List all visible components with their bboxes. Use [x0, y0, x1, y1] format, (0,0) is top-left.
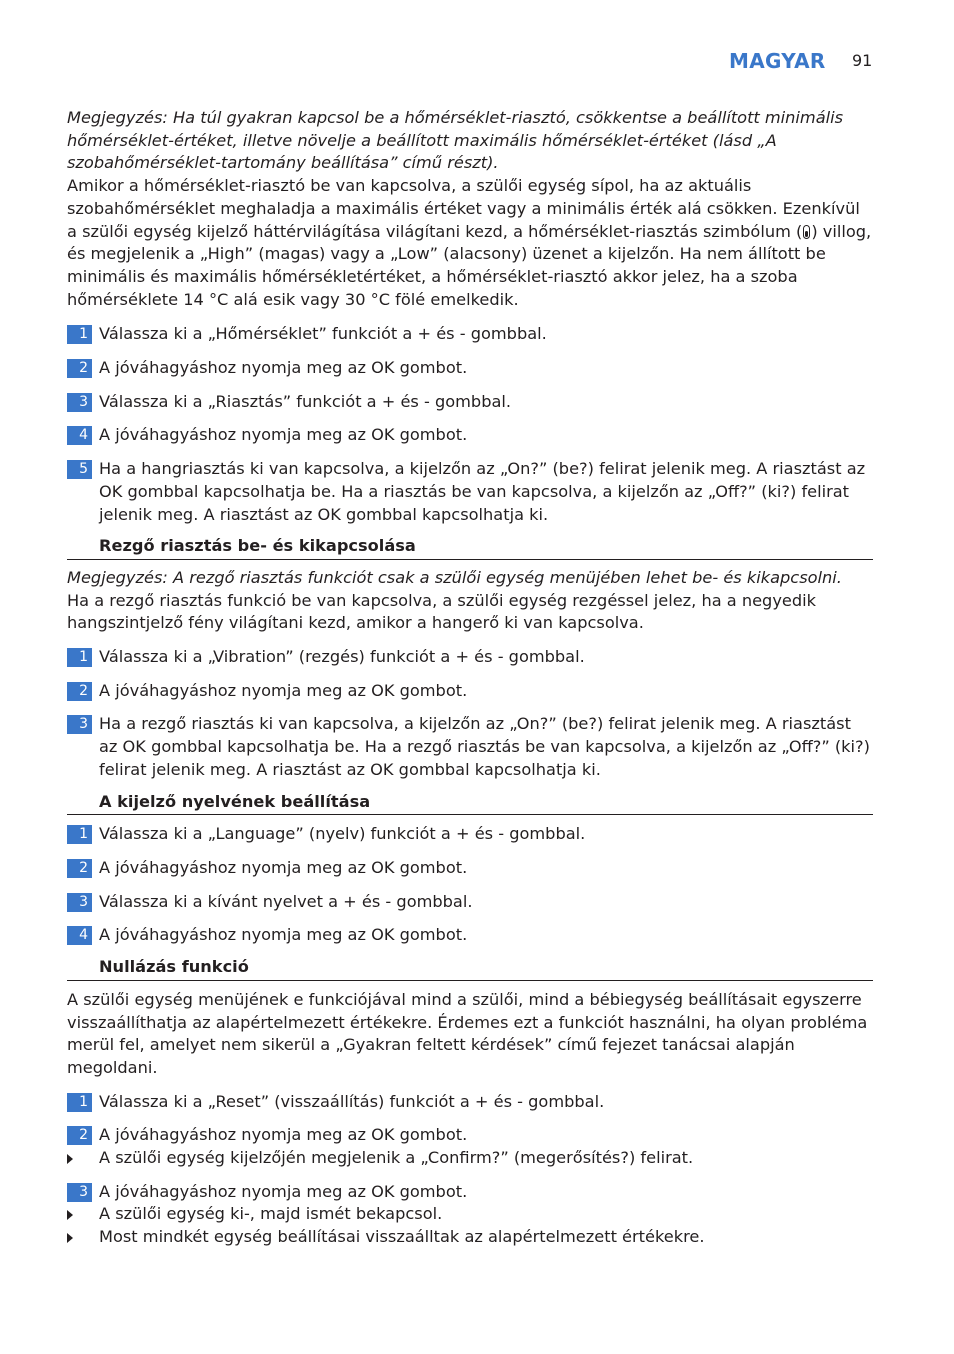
- step-number: 2: [67, 359, 92, 378]
- paragraph-reset: A szülői egység menüjének e funkciójával mind a szülői, mind a bébiegység beállításait egyszerre visszaállíthatja az alapértelmezett értékekre. Érdemes ezt a funkciót használni, ha olyan probléma merül fel, amelyet nem sikerül a „Gyakran feltett kérdések” című fejezet tanácsai alapján megoldani.: [67, 989, 868, 1077]
- step-item: [67, 1091, 873, 1114]
- page-content: [67, 107, 873, 1249]
- bullet-arrow-icon: [67, 1154, 73, 1164]
- step-number: 3: [67, 1183, 92, 1202]
- result-item: [67, 1147, 873, 1170]
- step-item: [67, 823, 873, 846]
- note-temperature-alarm: Megjegyzés: Ha túl gyakran kapcsol be a hőmérséklet-riasztó, csökkentse a beállított minimális hőmérséklet-értéket, illetve növelje a beállított maximális hőmérséklet-értéket (lásd „A szobahőmérséklet-tartomány beállítása” című részt).: [67, 108, 844, 173]
- step-item: [67, 323, 873, 346]
- step-text: A jóváhagyáshoz nyomja meg az OK gombot.: [99, 925, 468, 945]
- step-item: [67, 357, 873, 380]
- step-text: Válassza ki a „Language” (nyelv) funkciót a + és - gombbal.: [99, 824, 586, 844]
- note-vibration: Megjegyzés: A rezgő riasztás funkciót csak a szülői egység menüjében lehet be- és kikapcsolni.: [67, 567, 842, 587]
- bullet-arrow-icon: [67, 1210, 73, 1220]
- section-heading-reset: Nullázás funkció: [67, 956, 873, 981]
- step-number: 3: [67, 715, 92, 734]
- bullet-arrow-icon: [67, 1233, 73, 1243]
- result-text: A szülői egység kijelzőjén megjelenik a „Confirm?” (megerősítés?) felirat.: [99, 1148, 694, 1168]
- step-item: [67, 391, 873, 414]
- step-number: 2: [67, 682, 92, 701]
- result-item: [67, 1203, 873, 1226]
- step-text: Ha a hangriasztás ki van kapcsolva, a kijelzőn az „On?” (be?) felirat jelenik meg. A riasztást az OK gombbal kapcsolhatja be. Ha a riasztás be van kapcsolva, a kijelzőn az „Off?” (ki?) felirat jelenik meg. A riasztást az OK gombbal kapcsolhatja ki.: [99, 459, 866, 524]
- step-text: A jóváhagyáshoz nyomja meg az OK gombot.: [99, 358, 468, 378]
- step-item: [67, 424, 873, 447]
- result-text: A szülői egység ki-, majd ismét bekapcsol.: [99, 1204, 443, 1224]
- step-number: 1: [67, 325, 92, 344]
- step-item: [67, 458, 873, 526]
- step-number: 1: [67, 825, 92, 844]
- step-number: 3: [67, 393, 92, 412]
- step-number: 2: [67, 859, 92, 878]
- step-item: [67, 680, 873, 703]
- page-number: 91: [852, 51, 873, 70]
- step-text: A jóváhagyáshoz nyomja meg az OK gombot.: [99, 680, 468, 700]
- step-text: A jóváhagyáshoz nyomja meg az OK gombot.: [99, 425, 468, 445]
- step-item: [67, 1124, 873, 1147]
- step-number: 1: [67, 1093, 92, 1112]
- step-text: Válassza ki a „Reset” (visszaállítás) funkciót a + és - gombbal.: [99, 1091, 605, 1111]
- result-text: Most mindkét egység beállításai visszaálltak az alapértelmezett értékekre.: [99, 1227, 705, 1247]
- section-heading-language: A kijelző nyelvének beállítása: [67, 791, 873, 816]
- paragraph-temperature-alarm: [67, 175, 873, 311]
- paragraph-part-b: ) villog, és megjelenik a „High” (magas) vagy a „Low” (alacsony) üzenet a kijelzőn. Ha nem állított be minimális és maximális hőmérsékletértéket, a hőmérséklet-riasztó akkor jelez, ha a szoba hőmérséklete 14 °C alá esik vagy 30 °C fölé emelkedik.: [67, 221, 872, 309]
- paragraph-part-a: Amikor a hőmérséklet-riasztó be van kapcsolva, a szülői egység sípol, ha az aktuális szobahőmérséklet meghaladja a maximális értéket vagy a minimális érték alá csökken. Ezenkívül a szülői egység kijelző háttérvilágítása világítani kezd, a hőmérséklet-riasztás szimbólum (: [67, 176, 860, 241]
- paragraph-vibration: Ha a rezgő riasztás funkció be van kapcsolva, a szülői egység rezgéssel jelez, ha a negyedik hangszintjelző fény világítani kezd, amikor a hangerő ki van kapcsolva.: [67, 590, 817, 633]
- section-language-label: MAGYAR: [729, 49, 826, 73]
- step-number: 4: [67, 426, 92, 445]
- step-text: Válassza ki a kívánt nyelvet a + és - gombbal.: [99, 891, 473, 911]
- step-text: A jóváhagyáshoz nyomja meg az OK gombot.: [99, 857, 468, 877]
- step-item: [67, 857, 873, 880]
- section-heading-vibration: Rezgő riasztás be- és kikapcsolása: [67, 535, 873, 560]
- step-item: [67, 891, 873, 914]
- step-text: Ha a rezgő riasztás ki van kapcsolva, a kijelzőn az „On?” (be?) felirat jelenik meg. A riasztást az OK gombbal kapcsolhatja be. Ha a rezgő riasztás be van kapcsolva, a kijelzőn az „Off?” (ki?) felirat jelenik meg. A riasztást az OK gombbal kapcsolhatja ki.: [99, 714, 870, 779]
- step-text: Válassza ki a „Riasztás” funkciót a + és - gombbal.: [99, 391, 512, 411]
- step-number: 5: [67, 460, 92, 479]
- step-text: Válassza ki a „Vibration” (rezgés) funkciót a + és - gombbal.: [99, 647, 585, 667]
- step-item: [67, 1181, 873, 1204]
- result-item: [67, 1226, 873, 1249]
- step-number: 2: [67, 1126, 92, 1145]
- step-item: [67, 646, 873, 669]
- step-text: A jóváhagyáshoz nyomja meg az OK gombot.: [99, 1125, 468, 1145]
- step-number: 3: [67, 893, 92, 912]
- step-number: 4: [67, 926, 92, 945]
- thermometer-icon: [803, 225, 810, 239]
- step-text: Válassza ki a „Hőmérséklet” funkciót a + és - gombbal.: [99, 324, 547, 344]
- step-text: A jóváhagyáshoz nyomja meg az OK gombot.: [99, 1181, 468, 1201]
- step-item: [67, 713, 873, 781]
- step-number: 1: [67, 648, 92, 667]
- step-item: [67, 924, 873, 947]
